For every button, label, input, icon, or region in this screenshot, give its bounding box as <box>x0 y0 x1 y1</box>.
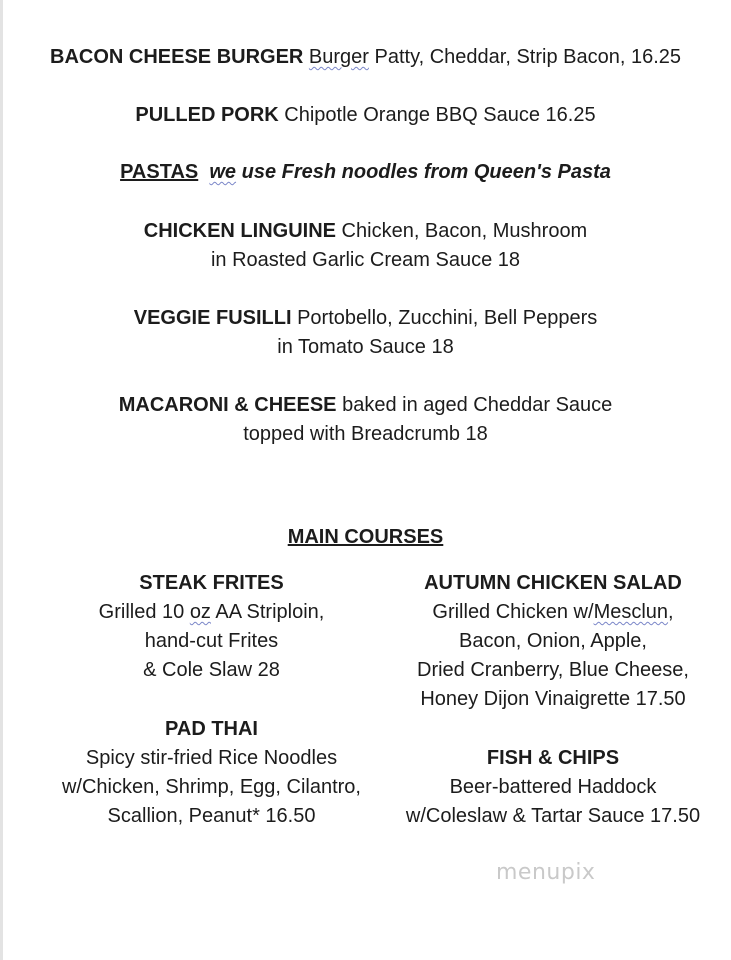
menu-item-chicken-linguine <box>0 217 731 246</box>
menu-item-pulled-pork <box>0 101 731 130</box>
item-name: MACARONI & CHEESE <box>118 394 337 416</box>
line-post: , <box>668 601 674 623</box>
main-courses-heading: MAIN COURSES <box>287 526 444 548</box>
menu-item-veggie-fusilli-line2: in Tomato Sauce 18 <box>277 336 454 358</box>
pastas-heading: PASTAS <box>120 161 199 183</box>
main-left-column <box>0 569 423 685</box>
menu-item-veggie-fusilli <box>0 304 731 333</box>
main-item-line: Honey Dijon Vinaigrette 17.50 <box>420 688 686 710</box>
line-post: AA Striploin, <box>210 601 325 623</box>
item-desc: baked in aged Cheddar Sauce <box>336 394 613 416</box>
pastas-heading-row <box>0 158 731 187</box>
main-courses-heading-row <box>0 523 731 552</box>
main-right-column-2 <box>383 744 723 831</box>
main-item-name: STEAK FRITES <box>139 572 284 594</box>
main-item-name: PAD THAI <box>165 718 258 740</box>
main-item-line: Scallion, Peanut* 16.50 <box>107 805 316 827</box>
tagline-text: use Fresh noodles from Queen's Pasta <box>236 161 611 183</box>
main-item-line: Bacon, Onion, Apple, <box>459 630 647 652</box>
item-desc: Chipotle Orange BBQ Sauce 16.25 <box>278 104 596 126</box>
main-item-line: & Cole Slaw 28 <box>143 659 280 681</box>
watermark: menupix <box>496 860 596 885</box>
main-item-line: w/Chicken, Shrimp, Egg, Cilantro, <box>61 776 361 798</box>
main-right-column <box>383 569 723 714</box>
main-item-line: Beer-battered Haddock <box>449 776 657 798</box>
tagline-we: we <box>209 161 237 183</box>
menu-item-macaroni-cheese <box>0 391 731 420</box>
line-pre: Grilled 10 <box>98 601 190 623</box>
item-name: PULLED PORK <box>135 104 279 126</box>
main-item-line: w/Coleslaw & Tartar Sauce 17.50 <box>405 805 701 827</box>
main-item-line <box>383 598 723 627</box>
item-desc-squiggle: Burger <box>308 46 369 68</box>
main-left-column-2 <box>0 715 423 831</box>
line-squiggle: oz <box>189 601 211 623</box>
item-desc-post: Patty, Cheddar, Strip Bacon, 16.25 <box>368 46 681 68</box>
line-squiggle: Mesclun <box>593 601 669 623</box>
menu-item-macaroni-cheese-line2: topped with Breadcrumb 18 <box>243 423 488 445</box>
line-pre: Grilled Chicken w/ <box>432 601 594 623</box>
menu-item-bacon-cheese-burger <box>0 43 731 72</box>
main-item-line <box>0 598 423 627</box>
item-desc: Chicken, Bacon, Mushroom <box>336 220 588 242</box>
main-item-line: Dried Cranberry, Blue Cheese, <box>417 659 689 681</box>
pastas-tagline <box>209 161 611 183</box>
main-item-line: Spicy stir-fried Rice Noodles <box>85 747 338 769</box>
menu-item-chicken-linguine-line2: in Roasted Garlic Cream Sauce 18 <box>210 249 521 271</box>
main-item-name: FISH & CHIPS <box>486 747 620 769</box>
item-name: BACON CHEESE BURGER <box>50 46 304 68</box>
main-item-name: AUTUMN CHICKEN SALAD <box>424 572 682 594</box>
item-name: VEGGIE FUSILLI <box>133 307 292 329</box>
main-item-line: hand-cut Frites <box>144 630 279 652</box>
item-name: CHICKEN LINGUINE <box>143 220 336 242</box>
item-desc: Portobello, Zucchini, Bell Peppers <box>291 307 598 329</box>
